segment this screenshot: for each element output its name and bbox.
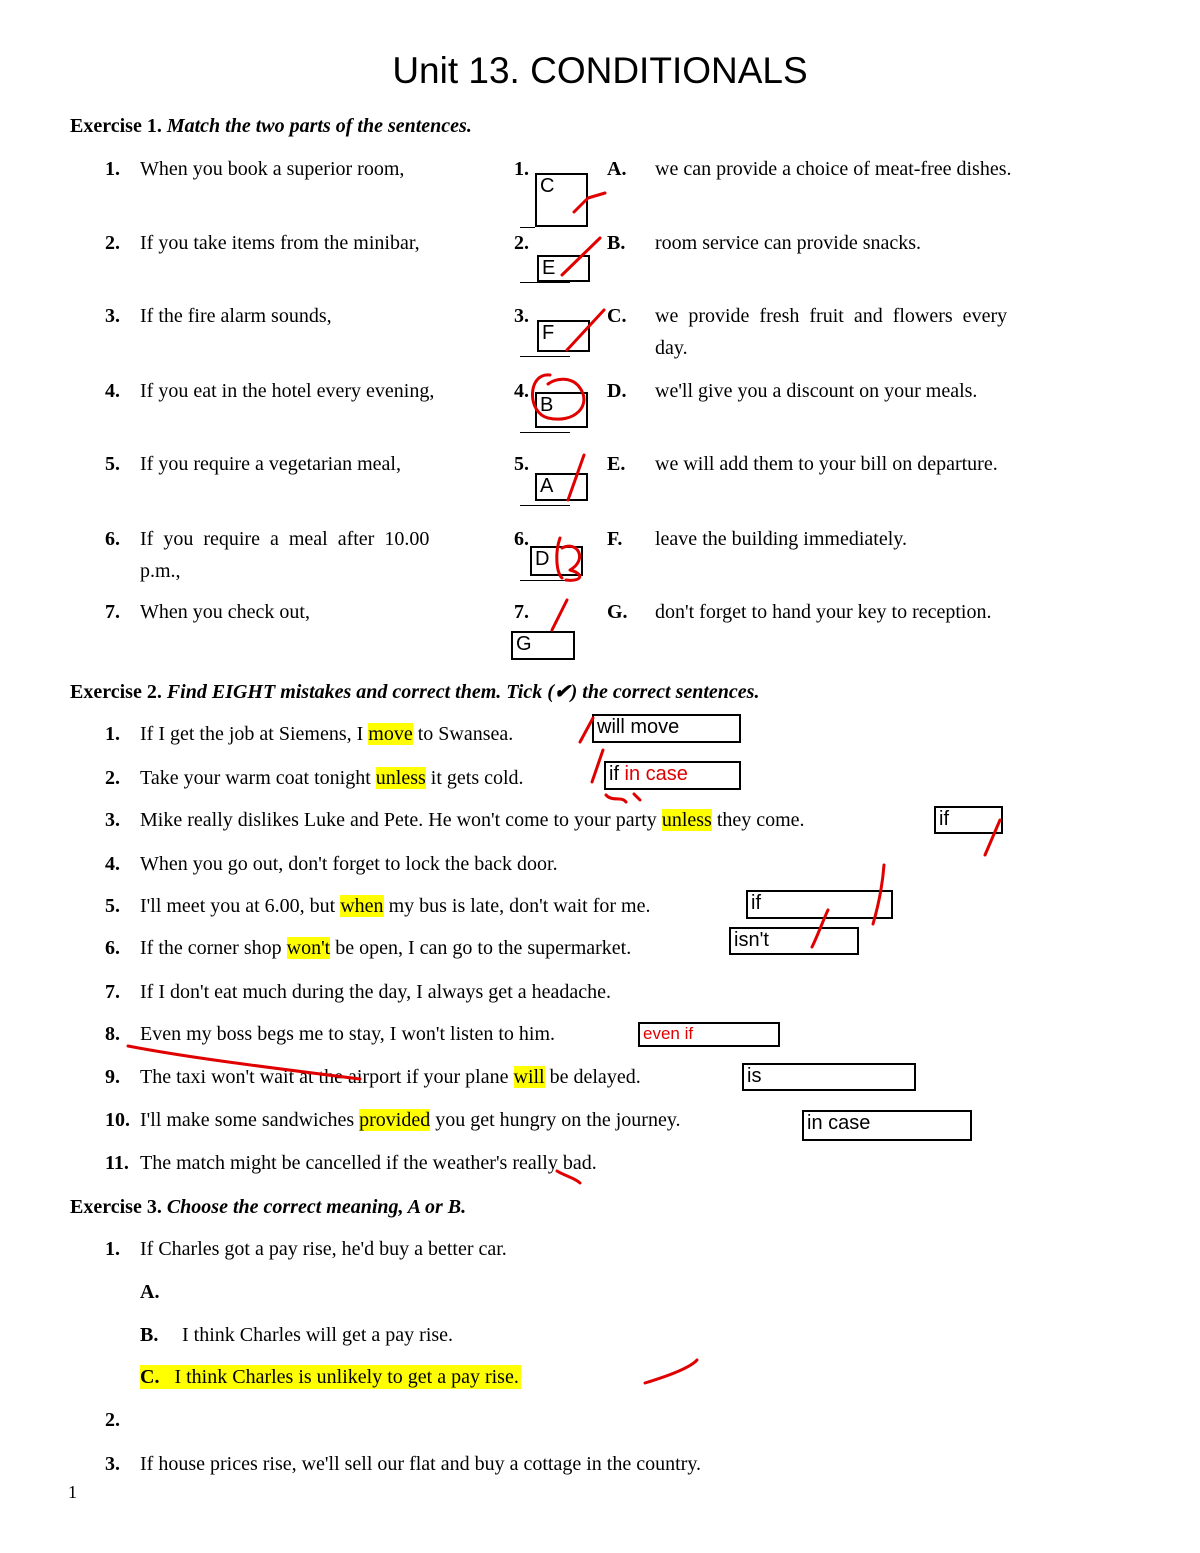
option-letter: E. xyxy=(607,453,626,475)
exercise-1-instruction: Match the two parts of the sentences. xyxy=(166,115,472,137)
option-letter: D. xyxy=(607,380,627,402)
answer-box[interactable]: G xyxy=(511,631,575,660)
item-number: 5. xyxy=(105,453,120,475)
option-letter: C. xyxy=(140,1366,160,1388)
item-number: 1. xyxy=(105,723,120,745)
answer-box[interactable]: A xyxy=(535,473,588,501)
correction-box[interactable] xyxy=(604,761,741,790)
highlighted-word: provided xyxy=(359,1109,431,1131)
sentence-part: I'll meet you at 6.00, but xyxy=(140,895,341,917)
correction-box[interactable]: if xyxy=(934,806,1003,834)
item-number: 1. xyxy=(105,1238,120,1260)
sentence-part: If the corner shop xyxy=(140,937,287,959)
exercise-3-heading xyxy=(70,1195,466,1219)
sentence xyxy=(140,808,805,832)
sentence-start: If the fire alarm sounds, xyxy=(140,305,332,327)
sentence-start: If you require a meal after 10.00 xyxy=(140,528,430,550)
item-number: 7. xyxy=(105,601,120,623)
page-title: Unit 13. CONDITIONALS xyxy=(392,50,808,91)
answer-number: 2. xyxy=(514,232,529,254)
correction-box[interactable]: will move xyxy=(592,714,741,743)
selected-option[interactable] xyxy=(140,1365,521,1389)
item-number: 2. xyxy=(105,1409,120,1431)
correction-box[interactable]: even if xyxy=(638,1022,780,1047)
sentence-end: we will add them to your bill on departure. xyxy=(655,453,998,475)
sentence xyxy=(140,1108,681,1132)
exercise-1-heading xyxy=(70,114,472,138)
item-number: 6. xyxy=(105,528,120,550)
exercise-3-instruction: Choose the correct meaning, A or B. xyxy=(166,1196,467,1218)
option-letter: B. xyxy=(607,232,626,254)
sentence-part: my bus is late, don't wait for me. xyxy=(383,895,651,917)
option-letter: G. xyxy=(607,601,628,623)
sentence-part: you get hungry on the journey. xyxy=(430,1109,681,1131)
answer-box[interactable]: C xyxy=(535,173,588,227)
exercise-3-label: Exercise 3. xyxy=(70,1196,162,1218)
sentence-end: don't forget to hand your key to reception. xyxy=(655,601,992,623)
sentence xyxy=(140,936,631,960)
item-number: 3. xyxy=(105,809,120,831)
option-letter: C. xyxy=(607,305,627,327)
page-number: 1 xyxy=(68,1482,77,1502)
item-number: 9. xyxy=(105,1066,120,1088)
sentence-part: Mike really dislikes Luke and Pete. He won't come to your party xyxy=(140,809,662,831)
sentence xyxy=(140,766,524,790)
answer-number: 3. xyxy=(514,305,529,327)
sentence: Even my boss begs me to stay, I won't listen to him. xyxy=(140,1023,556,1045)
answer-number: 7. xyxy=(514,601,529,623)
sentence-start: When you check out, xyxy=(140,601,310,623)
answer-box[interactable]: E xyxy=(537,255,590,282)
correction-box[interactable]: is xyxy=(742,1063,916,1091)
item-number: 11. xyxy=(105,1152,129,1174)
sentence-start: When you book a superior room, xyxy=(140,158,405,180)
sentence-start: If you eat in the hotel every evening, xyxy=(140,380,435,402)
answer-number: 6. xyxy=(514,528,529,550)
exercise-2-instruction: Find EIGHT mistakes and correct them. Tick (✔) the correct sentences. xyxy=(166,681,760,703)
blank-line xyxy=(520,505,570,506)
highlighted-word: unless xyxy=(375,767,426,789)
option-letter: A. xyxy=(140,1281,160,1303)
answer-box[interactable]: B xyxy=(535,392,588,428)
blank-line xyxy=(520,227,535,228)
tick-mark xyxy=(592,750,603,782)
sentence xyxy=(140,894,650,918)
sentence-part: to Swansea. xyxy=(412,723,514,745)
sentence xyxy=(140,722,513,746)
exercise-2-label: Exercise 2. xyxy=(70,681,162,703)
highlighted-word: unless xyxy=(661,809,712,831)
item-number: 4. xyxy=(105,853,120,875)
item-number: 5. xyxy=(105,895,120,917)
sentence-part: The taxi won't wait at the airport if your plane xyxy=(140,1066,514,1088)
question: If house prices rise, we'll sell our flat and buy a cottage in the country. xyxy=(140,1453,702,1475)
sentence-end: we can provide a choice of meat-free dishes. xyxy=(655,158,1012,180)
item-number: 7. xyxy=(105,981,120,1003)
answer-number: 1. xyxy=(514,158,529,180)
sentence-start: If you take items from the minibar, xyxy=(140,232,420,254)
sentence-part: Take your warm coat tonight xyxy=(140,767,376,789)
option-text: I think Charles will get a pay rise. xyxy=(182,1324,454,1346)
correction-box[interactable]: isn't xyxy=(729,927,859,955)
option-letter: B. xyxy=(140,1324,159,1346)
sentence-end: room service can provide snacks. xyxy=(655,232,922,254)
handwritten-correction: in case xyxy=(619,763,688,785)
option-letter: A. xyxy=(607,158,627,180)
item-number: 4. xyxy=(105,380,120,402)
question: If Charles got a pay rise, he'd buy a better car. xyxy=(140,1238,507,1260)
item-number: 3. xyxy=(105,305,120,327)
sentence-end: leave the building immediately. xyxy=(655,528,907,550)
highlighted-word: won't xyxy=(286,937,331,959)
highlighted-word: will xyxy=(513,1066,545,1088)
sentence-part: they come. xyxy=(711,809,805,831)
blank-line xyxy=(520,580,570,581)
highlighted-word: when xyxy=(340,895,384,917)
sentence-part: it gets cold. xyxy=(425,767,524,789)
tick-mark xyxy=(552,600,567,630)
answer-box[interactable]: F xyxy=(537,320,590,352)
sentence: The match might be cancelled if the weather's really bad. xyxy=(140,1152,597,1174)
sentence xyxy=(140,1065,641,1089)
sentence-start-cont: p.m., xyxy=(140,560,181,582)
sentence-part: I'll make some sandwiches xyxy=(140,1109,360,1131)
highlighted-word: move xyxy=(368,723,413,745)
answer-number: 4. xyxy=(514,380,529,402)
sentence-end-cont: day. xyxy=(655,337,688,359)
sentence-part: be delayed. xyxy=(544,1066,641,1088)
blank-line xyxy=(520,282,570,283)
blank-line xyxy=(520,432,570,433)
sentence-end: we provide fresh fruit and flowers every xyxy=(655,305,1008,327)
option-text: I think Charles is unlikely to get a pay rise. xyxy=(174,1366,519,1388)
sentence: If I don't eat much during the day, I always get a headache. xyxy=(140,981,612,1003)
item-number: 2. xyxy=(105,767,120,789)
item-number: 10. xyxy=(105,1109,130,1131)
sentence: When you go out, don't forget to lock the back door. xyxy=(140,853,558,875)
correction-text: if xyxy=(609,763,619,785)
item-number: 1. xyxy=(105,158,120,180)
sentence-end: we'll give you a discount on your meals. xyxy=(655,380,978,402)
answer-box[interactable]: D xyxy=(530,546,583,576)
item-number: 2. xyxy=(105,232,120,254)
correction-box[interactable]: if xyxy=(746,890,893,919)
correction-box[interactable]: in case xyxy=(802,1110,972,1141)
answer-number: 5. xyxy=(514,453,529,475)
exercise-1-label: Exercise 1. xyxy=(70,115,162,137)
tick-mark xyxy=(645,1360,697,1383)
item-number: 8. xyxy=(105,1023,120,1045)
sentence-start: If you require a vegetarian meal, xyxy=(140,453,401,475)
squiggle-mark xyxy=(606,794,640,802)
exercise-2-heading xyxy=(70,680,759,704)
sentence-part: If I get the job at Siemens, I xyxy=(140,723,369,745)
sentence-part: be open, I can go to the supermarket. xyxy=(330,937,632,959)
option-letter: F. xyxy=(607,528,623,550)
blank-line xyxy=(520,356,570,357)
item-number: 6. xyxy=(105,937,120,959)
item-number: 3. xyxy=(105,1453,120,1475)
